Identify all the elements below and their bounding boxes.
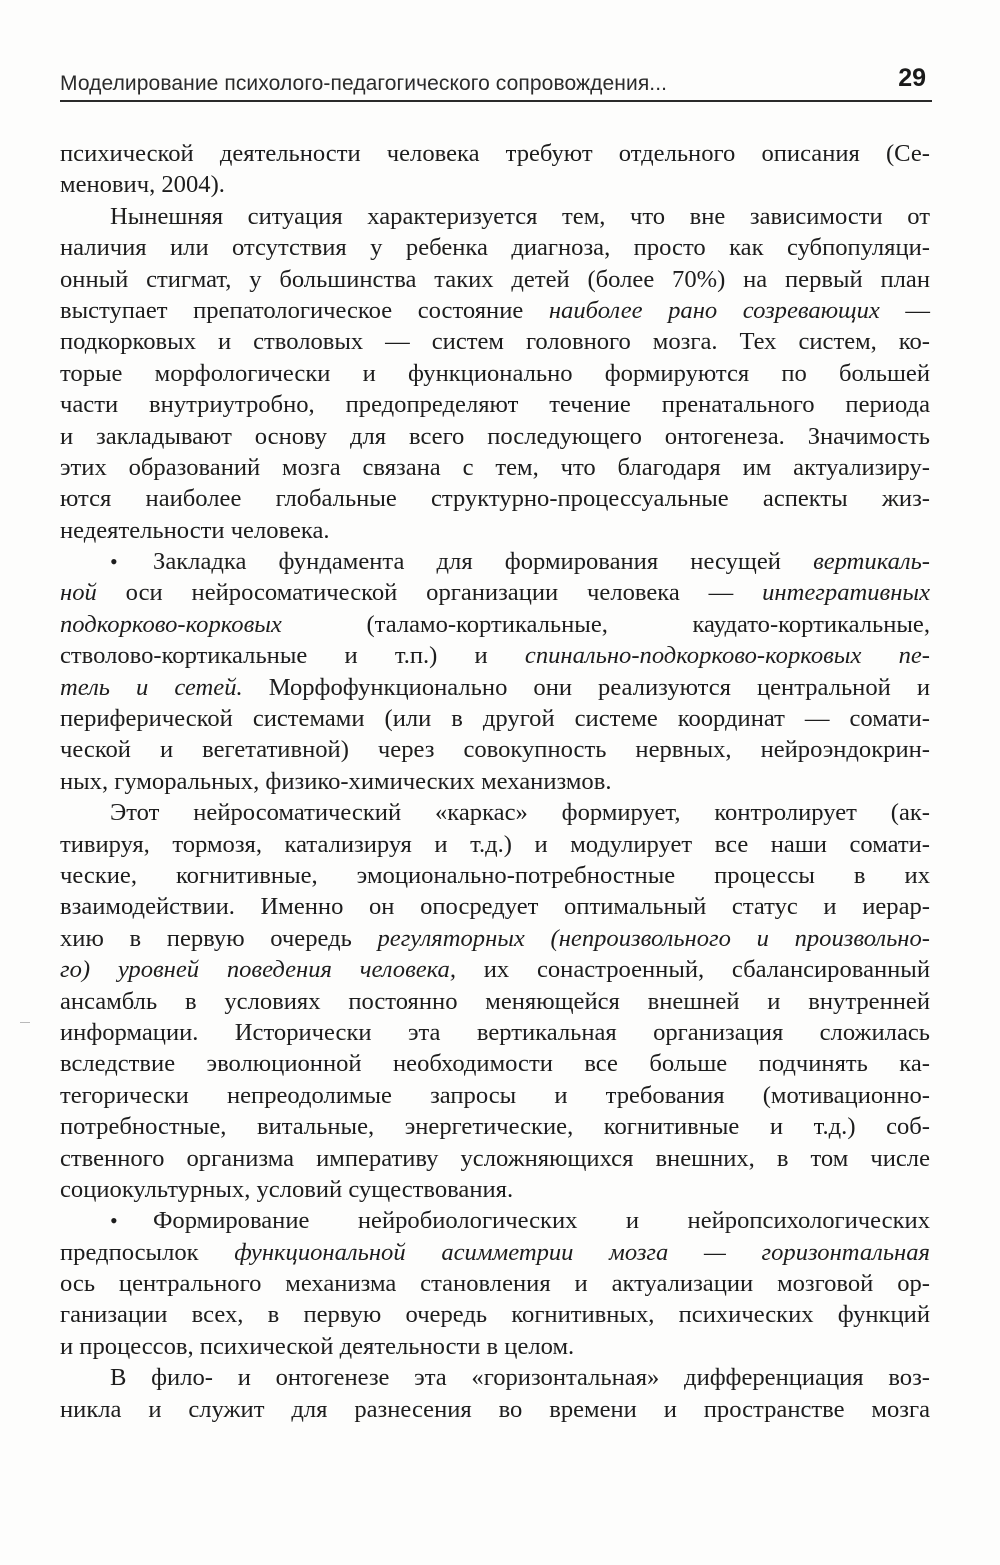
text-segment: и закладывают основу для всего последующего онтогенеза. Значимость	[60, 422, 930, 450]
scan-edge-mark	[20, 1022, 30, 1023]
text-line	[60, 452, 930, 483]
text-segment: хию в первую очередь	[60, 924, 378, 952]
italic-text: регуляторных (непроизвольного и произвольно-	[377, 924, 930, 952]
text-line	[60, 1048, 930, 1079]
text-segment: В фило- и онтогенезе эта «горизонтальная» дифференциация воз-	[110, 1364, 930, 1392]
text-segment: ственного организма императиву усложняющихся внешних, в том числе	[60, 1144, 930, 1172]
text-segment: Этот нейросоматический «каркас» формирует, контролирует (ак-	[110, 799, 930, 827]
text-line	[60, 515, 930, 546]
text-segment: периферической системами (или в другой системе координат — сомати-	[60, 705, 930, 733]
text-segment: наличия или отсутствия у ребенка диагноза, просто как субпопуляци-	[60, 234, 930, 262]
text-segment: оси нейросоматической организации человека —	[96, 579, 763, 607]
text-line	[60, 609, 930, 640]
text-line	[60, 1205, 930, 1236]
text-segment: выступает препатологическое состояние	[60, 296, 549, 324]
text-line	[60, 797, 930, 828]
text-line	[60, 264, 930, 295]
text-segment: онный стигмат, у большинства таких детей (более 70%) на первый план	[60, 265, 930, 293]
italic-text: подкорково-корковых	[60, 610, 282, 638]
text-segment: торые морфологически и функционально формируются по большей	[60, 359, 930, 387]
body-text	[60, 138, 930, 1425]
text-segment: части внутриутробно, предопределяют течение пренатального периода	[60, 391, 930, 419]
text-segment: потребностные, витальные, энергетические, когнитивные и т.д.) соб-	[60, 1113, 930, 1141]
text-line	[60, 891, 930, 922]
text-segment: психической деятельности человека требуют отдельного описания (Се-	[60, 140, 930, 167]
text-segment: предпосылок	[60, 1238, 235, 1266]
text-line	[60, 295, 930, 326]
text-segment: Закладка фундамента для формирования несущей	[153, 548, 814, 576]
text-segment: и процессов, психической деятельности в целом.	[60, 1332, 575, 1360]
italic-text: вертикаль-	[813, 548, 930, 576]
text-line	[60, 1111, 930, 1142]
text-segment: социокультурных, условий существования.	[60, 1175, 514, 1203]
text-line	[60, 923, 930, 954]
text-line	[60, 421, 930, 452]
text-line	[60, 1362, 930, 1393]
text-segment: вследствие эволюционной необходимости все больше подчинять ка-	[60, 1050, 930, 1078]
text-line	[60, 766, 930, 797]
text-line	[60, 577, 930, 608]
text-line	[60, 546, 930, 577]
text-segment: ческие, когнитивные, эмоционально-потребностные процессы в их	[60, 861, 930, 889]
italic-text: наиболее рано созревающих	[548, 296, 880, 324]
text-line	[60, 358, 930, 389]
text-line	[60, 389, 930, 420]
text-line	[60, 1017, 930, 1048]
text-line	[60, 1237, 930, 1268]
text-segment: взаимодействии. Именно он опосредует оптимальный статус и иерар-	[60, 893, 930, 921]
text-segment: информации. Исторически эта вертикальная организация сложилась	[60, 1018, 930, 1046]
italic-text: спинально-подкорково-корковых пе-	[524, 642, 930, 670]
italic-text: интегративных	[762, 579, 930, 607]
running-header	[60, 62, 932, 102]
text-segment: —	[879, 296, 930, 324]
text-segment: ансамбль в условиях постоянно меняющейся внешней и внутренней	[60, 987, 930, 1015]
text-segment: этих образований мозга связана с тем, что благодаря им актуализиру-	[60, 453, 930, 481]
text-segment: подкорковых и стволовых — систем головного мозга. Тех систем, ко-	[60, 328, 930, 356]
text-segment: стволово-кортикальные и т.п.) и	[60, 642, 525, 670]
running-title: Моделирование психолого-педагогического сопровождения...	[60, 72, 668, 95]
text-line	[60, 1299, 930, 1330]
text-segment: ются наиболее глобальные структурно-процессуальные аспекты жиз-	[60, 485, 930, 513]
text-line	[60, 483, 930, 514]
page-number: 29	[898, 64, 926, 92]
text-line	[60, 703, 930, 734]
text-line	[60, 1143, 930, 1174]
text-segment: ческой и вегетативной) через совокупность нервных, нейроэндокрин-	[60, 736, 930, 764]
italic-text: функциональной асимметрии мозга — горизонтальная	[234, 1238, 930, 1266]
text-segment: Формирование нейробиологических и нейропсихологических	[153, 1207, 930, 1235]
text-line	[60, 986, 930, 1017]
text-segment: Нынешняя ситуация характеризуется тем, что вне зависимости от	[110, 202, 930, 230]
text-line	[60, 138, 930, 169]
text-line	[60, 1394, 930, 1425]
text-line	[60, 640, 930, 671]
text-segment: тивируя, тормозя, катализируя и т.д.) и модулирует все наши сомати-	[60, 830, 930, 858]
text-line	[60, 829, 930, 860]
text-line	[60, 1080, 930, 1111]
bullet-marker: •	[110, 1208, 118, 1234]
text-line	[60, 1174, 930, 1205]
text-segment: тегорически непреодолимые запросы и требования (мотивационно-	[60, 1081, 930, 1109]
text-line	[60, 954, 930, 985]
italic-text: го) уровней поведения человека,	[60, 956, 457, 984]
text-segment: (таламо-кортикальные, каудато-кортикальные,	[281, 610, 930, 638]
text-segment: ось центрального механизма становления и актуализации мозговой ор-	[60, 1270, 930, 1298]
text-segment: ных, гуморальных, физико-химических механизмов.	[60, 767, 612, 795]
text-line	[60, 1331, 930, 1362]
text-line	[60, 326, 930, 357]
text-line	[60, 232, 930, 263]
text-segment: ганизации всех, в первую очередь когнитивных, психических функций	[60, 1301, 930, 1329]
text-segment: никла и служит для разнесения во времени и пространстве мозга	[60, 1395, 930, 1423]
text-segment: Морфофункционально они реализуются центральной и	[242, 673, 930, 701]
bullet-marker: •	[110, 549, 118, 575]
text-line	[60, 734, 930, 765]
text-line	[60, 169, 930, 200]
italic-text: ной	[60, 579, 97, 607]
text-segment: менович, 2004).	[60, 171, 225, 199]
text-line	[60, 1268, 930, 1299]
text-segment: недеятельности человека.	[60, 516, 330, 544]
italic-text: тель и сетей.	[60, 673, 243, 701]
text-line	[60, 201, 930, 232]
text-line	[60, 860, 930, 891]
text-segment: их сонастроенный, сбалансированный	[456, 956, 930, 984]
text-line	[60, 672, 930, 703]
